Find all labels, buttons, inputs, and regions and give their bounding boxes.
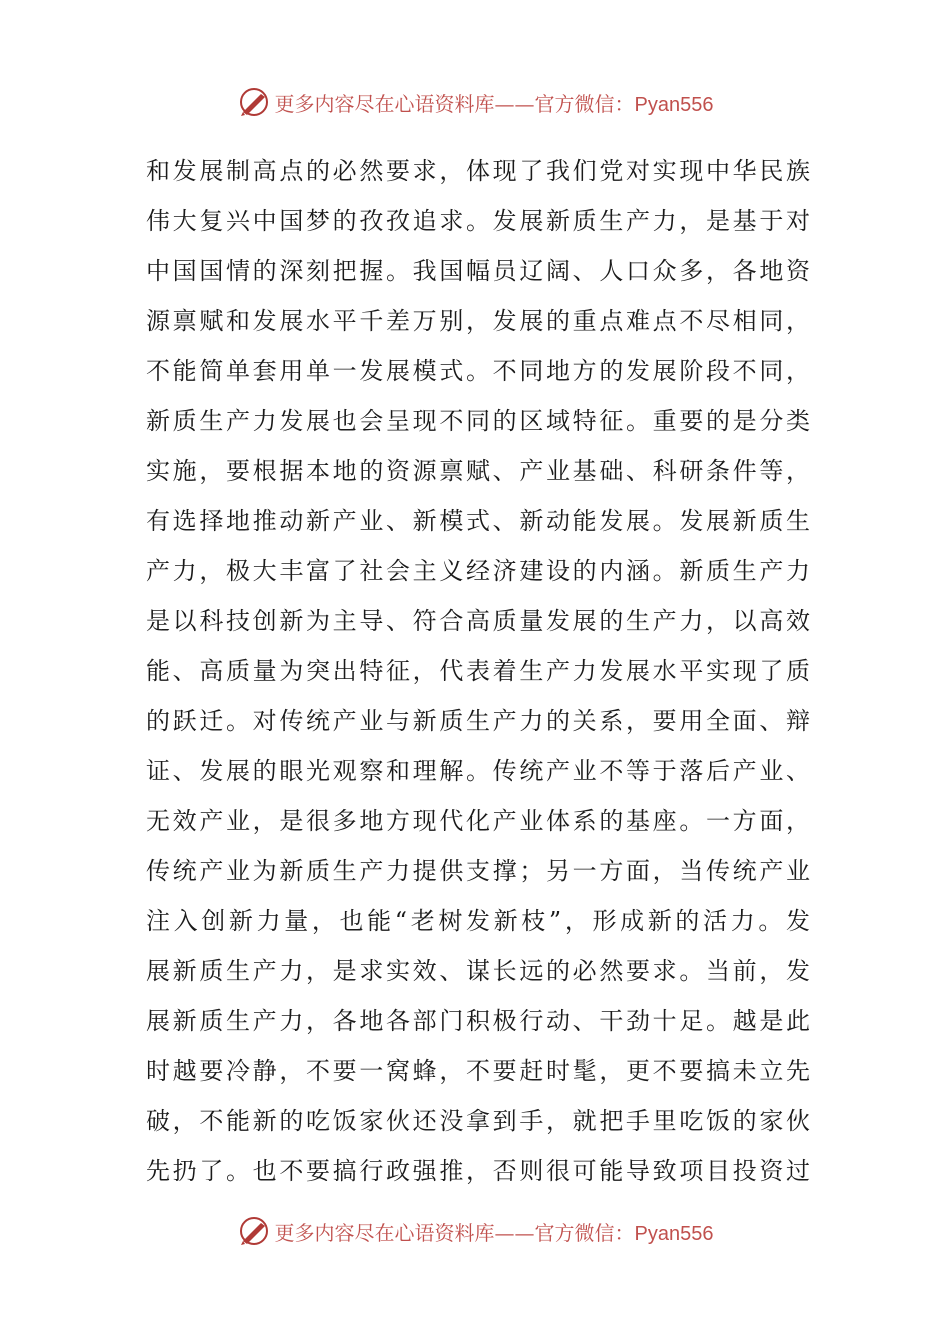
footer-wechat-handle: Pyan556	[634, 1222, 714, 1245]
header-site-name: 更多内容尽在心语资料库	[274, 91, 495, 116]
document-body	[146, 146, 810, 1196]
text-line: 注入创新力量，也能“老树发新枝”，形成新的活力。发	[146, 907, 810, 935]
text-line: 是以科技创新为主导、符合高质量发展的生产力，以高效	[146, 607, 810, 635]
header-text	[275, 88, 714, 117]
text-line: 实施，要根据本地的资源禀赋、产业基础、科研条件等，	[146, 457, 810, 485]
text-line: 传统产业为新质生产力提供支撑；另一方面，当传统产业	[146, 857, 810, 885]
text-line: 先扔了。也不要搞行政强推，否则很可能导致项目投资过	[146, 1157, 810, 1185]
text-line: 产力，极大丰富了社会主义经济建设的内涵。新质生产力	[146, 557, 810, 585]
header-wechat-handle: Pyan556	[634, 93, 714, 116]
text-line: 新质生产力发展也会呈现不同的区域特征。重要的是分类	[146, 407, 810, 435]
footer-wechat-label: 官方微信：	[534, 1220, 635, 1245]
text-line: 和发展制高点的必然要求，体现了我们党对实现中华民族	[146, 157, 810, 185]
text-line: 展新质生产力，各地各部门积极行动、干劲十足。越是此	[146, 1007, 810, 1035]
footer-text	[275, 1217, 714, 1246]
header-banner	[0, 82, 950, 122]
text-line: 中国国情的深刻把握。我国幅员辽阔、人口众多，各地资	[146, 257, 810, 285]
pen-circle-logo-icon	[237, 1214, 271, 1248]
footer-dash: ——	[494, 1220, 535, 1245]
text-line: 的跃迁。对传统产业与新质生产力的关系，要用全面、辩	[146, 707, 810, 735]
text-line: 破，不能新的吃饭家伙还没拿到手，就把手里吃饭的家伙	[146, 1107, 810, 1135]
text-line: 源禀赋和发展水平千差万别，发展的重点难点不尽相同，	[146, 307, 810, 335]
pen-circle-logo-icon	[237, 85, 271, 119]
footer-banner	[0, 1211, 950, 1251]
header-dash: ——	[494, 91, 535, 116]
footer-site-name: 更多内容尽在心语资料库	[274, 1220, 495, 1245]
text-line: 能、高质量为突出特征，代表着生产力发展水平实现了质	[146, 657, 810, 685]
text-line: 时越要冷静，不要一窝蜂，不要赶时髦，更不要搞未立先	[146, 1057, 810, 1085]
text-line: 无效产业，是很多地方现代化产业体系的基座。一方面，	[146, 807, 810, 835]
text-line: 有选择地推动新产业、新模式、新动能发展。发展新质生	[146, 507, 810, 535]
text-line: 证、发展的眼光观察和理解。传统产业不等于落后产业、	[146, 757, 810, 785]
text-line: 伟大复兴中国梦的孜孜追求。发展新质生产力，是基于对	[146, 207, 810, 235]
text-line: 不能简单套用单一发展模式。不同地方的发展阶段不同，	[146, 357, 810, 385]
header-wechat-label: 官方微信：	[534, 91, 635, 116]
text-line: 展新质生产力，是求实效、谋长远的必然要求。当前，发	[146, 957, 810, 985]
